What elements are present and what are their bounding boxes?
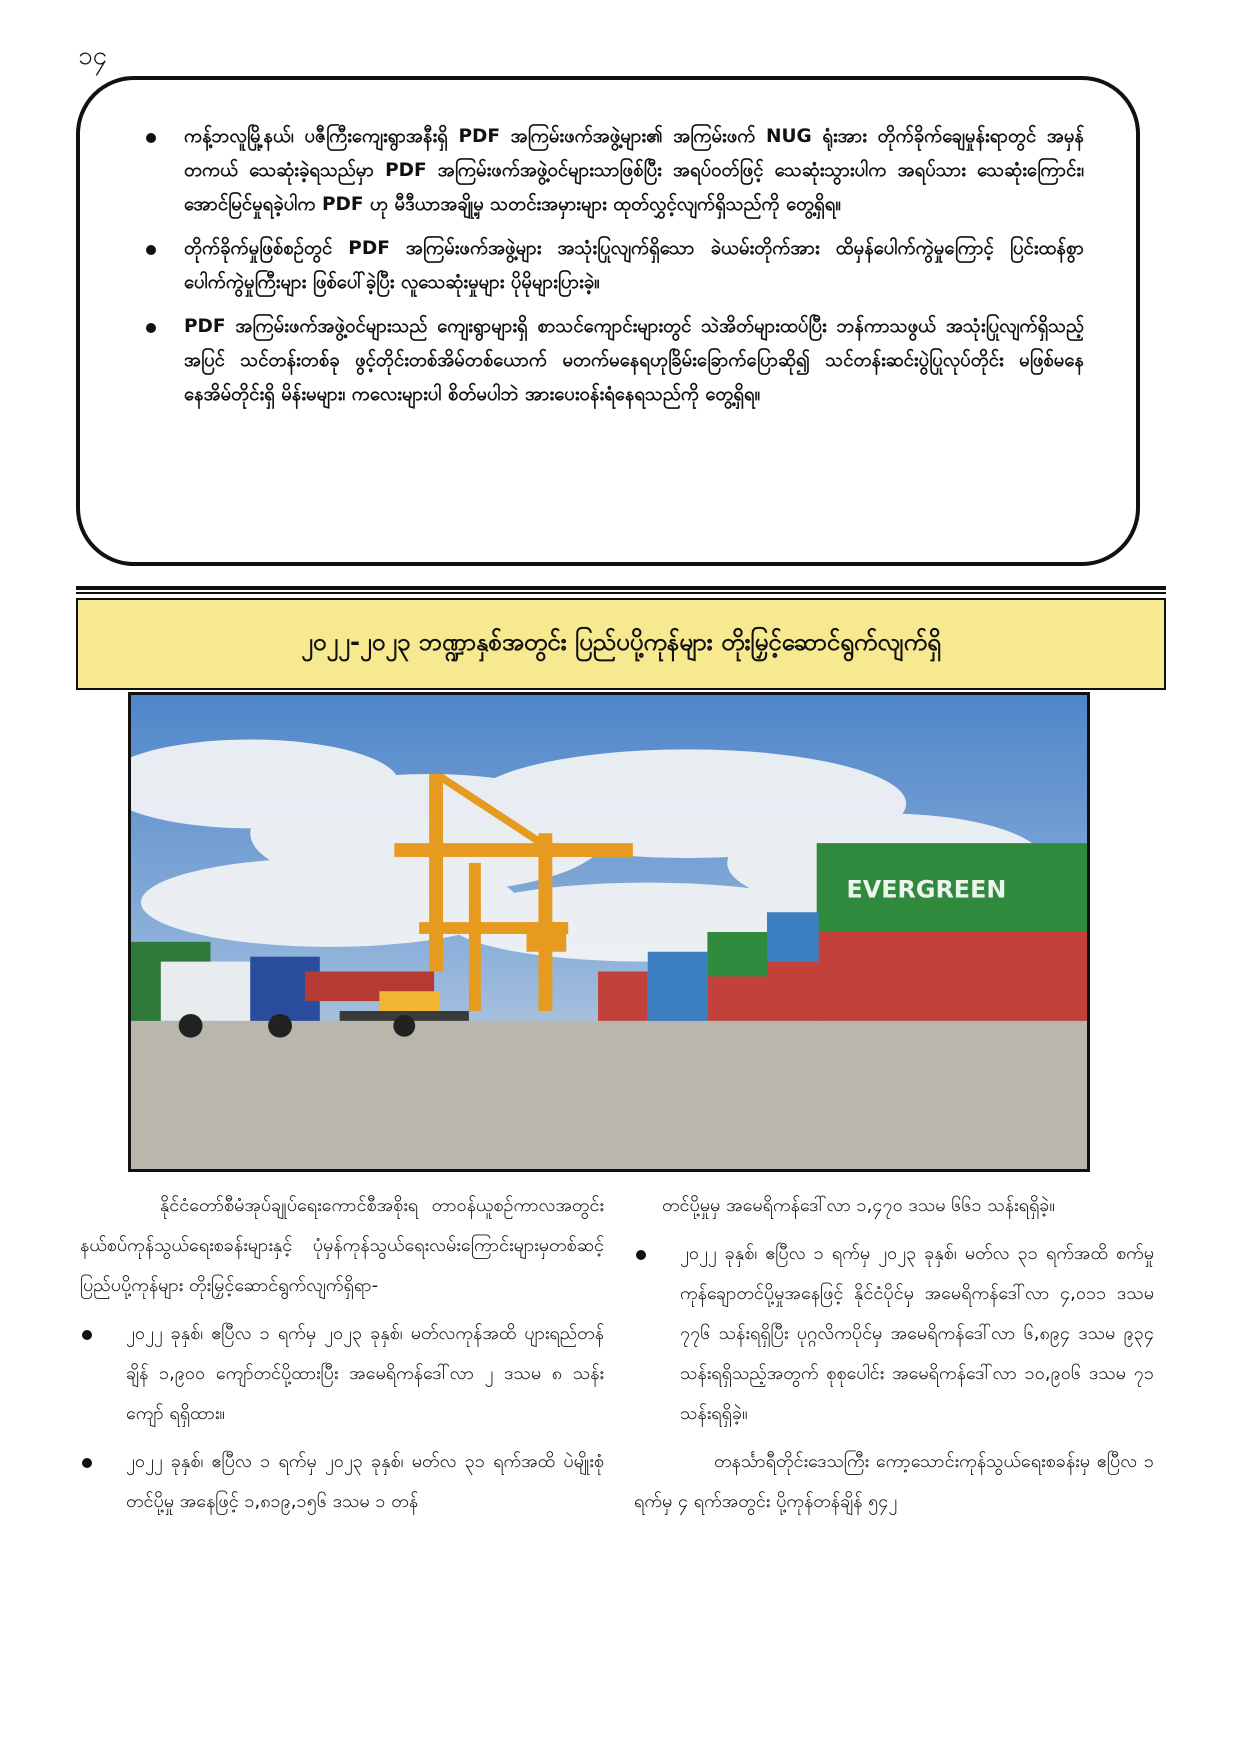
left-bullet: ၂၀၂၂ ခုနှစ်၊ ဧပြီလ ၁ ရက်မှ ၂၀၂၃ ခုနှစ်၊ မတ်လကုန်အထိ ပျားရည်တန်ချိန် ၁,၉၀၀ ကျော်တင်ပို့ထားပြီး အမေရိကန်ဒေါ်လာ ၂ ဒသမ ၈ သန်းကျော် ရရှိထား။ bbox=[80, 1314, 604, 1434]
page-number: ၁၄ bbox=[78, 41, 108, 71]
headline-text: ၂၀၂၂-၂၀၂၃ ဘဏ္ဍာနှစ်အတွင်း ပြည်ပပို့ကုန်များ တိုးမြှင့်ဆောင်ရွက်လျက်ရှိ bbox=[301, 628, 941, 656]
container-port-illustration bbox=[131, 695, 1087, 1169]
divider-thick bbox=[76, 586, 1166, 590]
left-column bbox=[80, 1186, 604, 1530]
right-bullet: ၂၀၂၂ ခုနှစ်၊ ဧပြီလ ၁ ရက်မှ ၂၀၂၃ ခုနှစ်၊ မတ်လ ၃၁ ရက်အထိ စက်မှုကုန်ချောတင်ပို့မှုအနေဖြင့် နိုင်ငံပိုင်မှ အမေရိကန်ဒေါ်လာ ၄,၀၁၁ ဒသမ ၇၇၆ သန်းရရှိပြီး ပုဂ္ဂလိကပိုင်မှ အမေရိကန်ဒေါ်လာ ၆,၈၉၄ ဒသမ ၉၃၄ သန်းရရှိသည့်အတွက် စုစုပေါင်း အမေရိကန်ဒေါ်လာ ၁၀,၉၀၆ ဒသမ ၇၁ သန်းရရှိခဲ့။ bbox=[634, 1234, 1154, 1434]
left-bullet-list bbox=[80, 1314, 604, 1522]
callout-bullet-list bbox=[146, 120, 1084, 412]
quay-ground bbox=[131, 1021, 1087, 1169]
callout-bullet: တိုက်ခိုက်မှုဖြစ်စဉ်တွင် PDF အကြမ်းဖက်အဖွဲ့များ အသုံးပြုလျက်ရှိသော ခဲယမ်းတိုက်အား ထိမှန်ပေါက်ကွဲမှုကြောင့် ပြင်းထန်စွာ ပေါက်ကွဲမှုကြီးများ ဖြစ်ပေါ်ခဲ့ပြီး လူသေဆုံးမှုများ ပိုမိုများပြားခဲ့။ bbox=[146, 232, 1084, 300]
callout-bullet: PDF အကြမ်းဖက်အဖွဲ့ဝင်များသည် ကျေးရွာများရှိ စာသင်ကျောင်းများတွင် သဲအိတ်များထပ်ပြီး ဘန်ကာသဖွယ် အသုံးပြုလျက်ရှိသည့်အပြင် သင်တန်းတစ်ခု ဖွင့်တိုင်းတစ်အိမ်တစ်ယောက် မတက်မနေရဟုခြိမ်းခြောက်ပြောဆို၍ သင်တန်းဆင်းပွဲပြုလုပ်တိုင်း မဖြစ်မနေ နေအိမ်တိုင်းရှိ မိန်းမများ၊ ကလေးများပါ စိတ်မပါဘဲ အားပေးဝန်းရံနေရသည်ကို တွေ့ရှိရ။ bbox=[146, 310, 1084, 412]
left-bullet: ၂၀၂၂ ခုနှစ်၊ ဧပြီလ ၁ ရက်မှ ၂၀၂၃ ခုနှစ်၊ မတ်လ ၃၁ ရက်အထိ ပဲမျိုးစုံတင်ပို့မှု အနေဖြင့် ၁,၈၁၉,၁၅၆ ဒသမ ၁ တန် bbox=[80, 1442, 604, 1522]
right-bullet-list bbox=[634, 1234, 1154, 1434]
headline-banner bbox=[76, 598, 1166, 690]
callout-bullet: ကန့်ဘလူမြို့နယ်၊ ပဇီကြီးကျေးရွာအနီးရှိ PDF အကြမ်းဖက်အဖွဲ့များ၏ အကြမ်းဖက် NUG ရုံးအား တိုက်ခိုက်ချေမှုန်းရာတွင် အမှန်တကယ် သေဆုံးခဲ့ရသည်မှာ PDF အကြမ်းဖက်အဖွဲ့ဝင်များသာဖြစ်ပြီး အရပ်ဝတ်ဖြင့် သေဆုံးသွားပါက အရပ်သား သေဆုံးကြောင်း၊ အောင်မြင်မှုရခဲ့ပါက PDF ဟု မီဒီယာအချို့မှ သတင်းအမှားများ ထုတ်လွှင့်လျက်ရှိသည်ကို တွေ့ရှိရ။ bbox=[146, 120, 1084, 222]
left-intro-paragraph: နိုင်ငံတော်စီမံအုပ်ချုပ်ရေးကောင်စီအစိုးရ တာဝန်ယူစဉ်ကာလအတွင်း နယ်စပ်ကုန်သွယ်ရေးစခန်းများနှင့် ပုံမှန်ကုန်သွယ်ရေးလမ်းကြောင်းများမှတစ်ဆင့် ပြည်ပပို့ကုန်များ တိုးမြှင့်ဆောင်ရွက်လျက်ရှိရာ- bbox=[80, 1195, 604, 1296]
right-continuation-paragraph: တင်ပို့မှုမှ အမေရိကန်ဒေါ်လာ ၁,၄၇၀ ဒသမ ၆၆၁ သန်းရရှိခဲ့။ bbox=[662, 1195, 1055, 1216]
callout-box bbox=[76, 76, 1140, 566]
port-photo bbox=[128, 692, 1090, 1172]
container-brand-label: EVERGREEN bbox=[846, 875, 1007, 904]
right-column bbox=[634, 1186, 1154, 1522]
divider-thin bbox=[76, 592, 1166, 594]
right-closing-paragraph: တနင်္သာရီတိုင်းဒေသကြီး ကော့သောင်းကုန်သွယ်ရေးစခန်းမှ ဧပြီလ ၁ ရက်မှ ၄ ရက်အတွင်း ပို့ကုန်တန်ချိန် ၅၄၂ bbox=[634, 1451, 1154, 1512]
